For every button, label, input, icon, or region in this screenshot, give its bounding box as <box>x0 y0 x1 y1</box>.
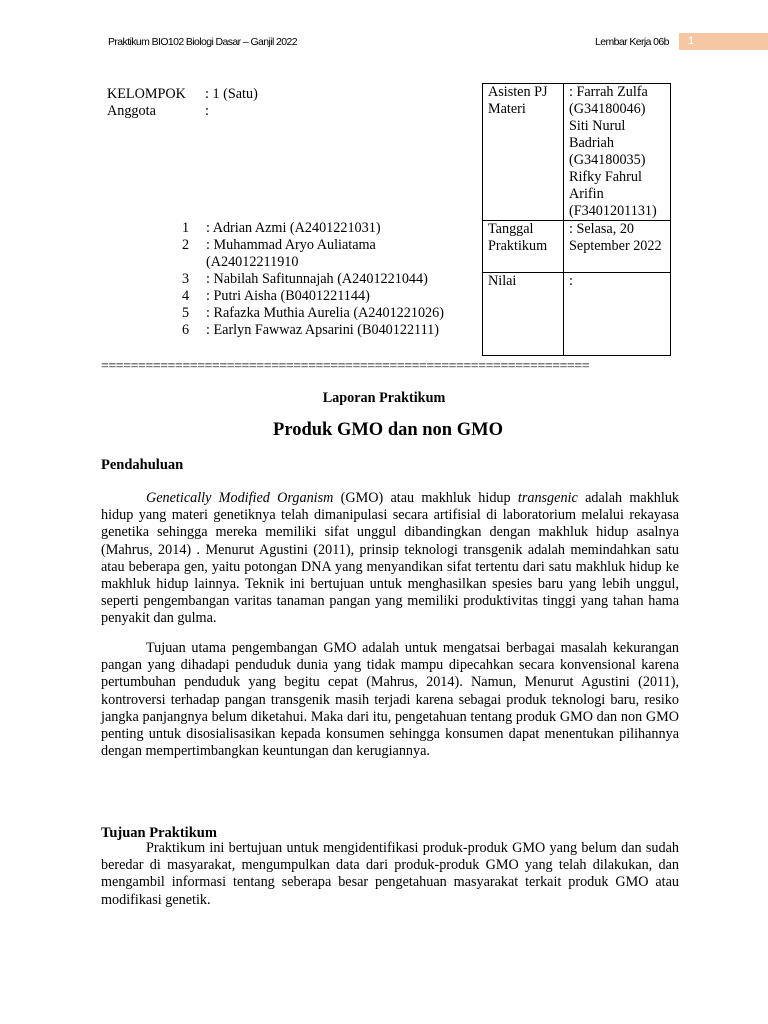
list-item <box>182 322 466 339</box>
asisten-value: : Farrah Zulfa (G34180046) Siti Nurul Badriah (G34180035) Rifky Fahrul Arifin (F3401201131) <box>564 84 671 221</box>
member-number: 5 <box>182 305 190 321</box>
tanggal-value: : Selasa, 20 September 2022 <box>564 221 671 273</box>
paragraph-intro-2: Tujuan utama pengembangan GMO adalah untuk mengatsai berbagai masalah kekurangan pangan yang dihadapi penduduk dunia yang tidak mampu dipecahkan secara konvensional karena pertumbuhan penduduk yang begitu cepat (Mahrus, 2014). Namun, Menurut Agustini (2011), kontroversi terhadap pangan transgenik masih terjadi karena sebagai produk teknologi baru, resiko jangka panjangnya belum diketahui. Maka dari itu, pengetahuan tentang produk GMO dan non GMO penting untuk disosialisasikan kepada konsumen sehingga konsumen dapat menentukan pilihannya dengan mempertimbangkan keuntungan dan kerugiannya. <box>101 640 679 760</box>
tanggal-label: Tanggal Praktikum <box>483 221 564 273</box>
header-course-title: Praktikum BIO102 Biologi Dasar – Ganjil 2022 <box>108 36 297 48</box>
anggota-label: Anggota <box>107 103 156 119</box>
list-item <box>182 288 466 305</box>
header-worksheet-label: Lembar Kerja 06b <box>595 36 669 48</box>
list-item <box>182 305 466 322</box>
term-gmo: Genetically Modified Organism <box>146 490 334 506</box>
asisten-label: Asisten PJ Materi <box>483 84 564 221</box>
group-values <box>205 86 258 120</box>
member-name: : Adrian Azmi (A2401221031) <box>206 220 381 236</box>
list-item <box>182 271 466 288</box>
table-row <box>483 221 671 273</box>
list-item <box>182 220 466 237</box>
paragraph-text: (GMO) atau makhluk hidup <box>333 490 518 506</box>
kelompok-label: KELOMPOK <box>107 86 186 102</box>
member-name: : Nabilah Safitunnajah (A2401221044) <box>206 271 428 287</box>
section-heading-pendahuluan: Pendahuluan <box>101 457 184 473</box>
anggota-value: : <box>205 103 209 119</box>
list-item <box>182 237 466 271</box>
member-number: 4 <box>182 288 190 304</box>
term-transgenic: transgenic <box>517 490 578 506</box>
member-name: : Putri Aisha (B0401221144) <box>206 288 370 304</box>
page-header <box>108 33 768 51</box>
section-heading-tujuan: Tujuan Praktikum <box>101 825 217 841</box>
page-number-badge <box>679 33 768 50</box>
member-number: 3 <box>182 271 190 287</box>
paragraph-tujuan: Praktikum ini bertujuan untuk mengidentifikasi produk-produk GMO yang belum dan sudah beredar di masyarakat, mengumpulkan data dari produk-produk GMO yang telah dilakukan, dan mengambil informasi tentang seberapa besar pengetahuan masyarakat terkait produk GMO atau modifikasi genetik. <box>101 840 679 908</box>
table-row <box>483 273 671 356</box>
table-row <box>483 84 671 221</box>
nilai-value: : <box>564 273 671 356</box>
member-name: : Earlyn Fawwaz Apsarini (B040122111) <box>206 322 439 338</box>
member-list <box>182 220 466 339</box>
paragraph-text: adalah makhluk hidup yang materi genetiknya telah dimanipulasi secara artifisial di laboratorium melalui rekayasa genetika sehingga mereka memiliki sifat unggul dibandingkan dengan makhluk hidup asalnya (Mahrus, 2014) . Menurut Agustini (2011), prinsip teknologi transgenik adalah memindahkan satu atau beberapa gen, yaitu potongan DNA yang menyandikan sifat tertentu dari satu makhluk hidup ke makhluk hidup lainnya. Teknik ini bertujuan untuk menghasilkan spesies baru yang lebih unggul, seperti pengembangan varitas tanaman pangan yang memiliki produktivitas tinggi yang tahan hama penyakit dan gulma. <box>101 490 680 627</box>
page-number: 1 <box>688 35 694 47</box>
member-number: 6 <box>182 322 190 338</box>
member-number: 1 <box>182 220 190 236</box>
assistant-info-table <box>482 83 671 356</box>
member-name: : Rafazka Muthia Aurelia (A2401221026) <box>206 305 444 321</box>
member-name: : Muhammad Aryo Auliatama (A24012211910 <box>206 237 376 270</box>
report-title: Produk GMO dan non GMO <box>273 420 503 440</box>
kelompok-value: : 1 (Satu) <box>205 86 258 102</box>
report-label: Laporan Praktikum <box>322 390 446 406</box>
group-labels <box>107 86 186 120</box>
separator-line: ================================================================== <box>101 362 590 372</box>
member-number: 2 <box>182 237 190 253</box>
nilai-label: Nilai <box>483 273 564 356</box>
paragraph-intro-1 <box>101 490 679 628</box>
